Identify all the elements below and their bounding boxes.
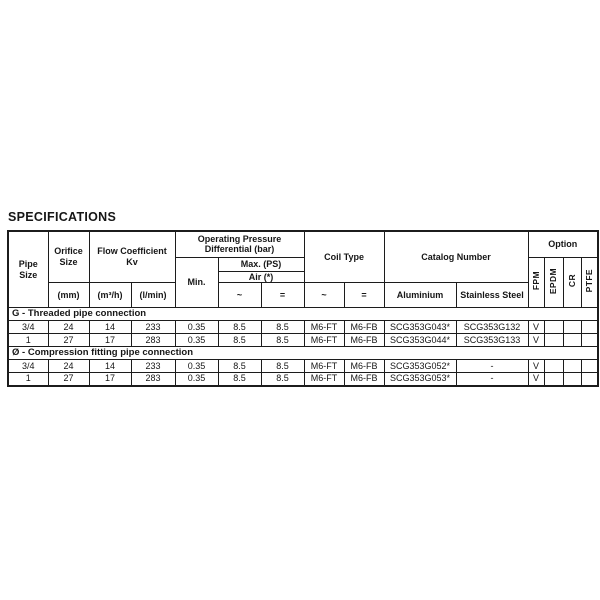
col-header-orifice-size: Orifice Size	[48, 231, 89, 283]
table-cell: 8.5	[261, 373, 304, 386]
table-row	[8, 321, 598, 334]
table-cell: -	[456, 360, 528, 373]
table-cell: SCG353G043*	[384, 321, 456, 334]
table-cell: 3/4	[8, 321, 48, 334]
section-label: G - Threaded pipe connection	[8, 308, 598, 321]
table-cell: V	[528, 334, 544, 347]
table-cell: 14	[89, 360, 131, 373]
table-cell: 1	[8, 373, 48, 386]
table-cell	[581, 373, 598, 386]
table-cell	[563, 360, 581, 373]
table-cell: V	[528, 321, 544, 334]
table-cell: 8.5	[218, 373, 261, 386]
table-cell: 233	[131, 321, 175, 334]
subcol-orifice-unit: (mm)	[48, 283, 89, 308]
table-cell	[563, 321, 581, 334]
table-cell: 233	[131, 360, 175, 373]
table-cell: SCG353G052*	[384, 360, 456, 373]
epdm-label: EPDM	[548, 267, 559, 295]
table-row	[8, 360, 598, 373]
table-cell: SCG353G132	[456, 321, 528, 334]
col-header-flow-coefficient: Flow Coefficient Kv	[89, 231, 175, 283]
table-cell: 8.5	[261, 360, 304, 373]
col-header-catalog-number: Catalog Number	[384, 231, 528, 283]
table-cell: 17	[89, 373, 131, 386]
subcol-cr	[563, 257, 581, 308]
table-cell: 8.5	[261, 321, 304, 334]
table-cell: SCG353G044*	[384, 334, 456, 347]
table-cell: M6-FT	[304, 334, 344, 347]
table-cell: 0.35	[175, 334, 218, 347]
table-cell: V	[528, 360, 544, 373]
ptfe-label: PTFE	[584, 269, 595, 293]
table-cell	[563, 334, 581, 347]
col-header-min: Min.	[175, 257, 218, 308]
subcol-air-dc: =	[261, 283, 304, 308]
subcol-flow-m3h: (m³/h)	[89, 283, 131, 308]
table-cell: 0.35	[175, 360, 218, 373]
table-cell: M6-FT	[304, 373, 344, 386]
section-header-row	[8, 347, 598, 360]
table-cell: 14	[89, 321, 131, 334]
table-cell: M6-FB	[344, 373, 384, 386]
table-cell	[581, 360, 598, 373]
table-row	[8, 373, 598, 386]
specifications-table	[7, 230, 599, 387]
table-cell: 24	[48, 321, 89, 334]
table-cell: M6-FT	[304, 321, 344, 334]
table-cell: V	[528, 373, 544, 386]
table-cell: 8.5	[218, 334, 261, 347]
subcol-aluminium: Aluminium	[384, 283, 456, 308]
table-cell	[581, 334, 598, 347]
table-cell	[563, 373, 581, 386]
table-cell: 3/4	[8, 360, 48, 373]
subcol-coil-ac: ~	[304, 283, 344, 308]
subcol-stainless-steel: Stainless Steel	[456, 283, 528, 308]
table-cell: 17	[89, 334, 131, 347]
table-cell	[544, 334, 563, 347]
table-cell	[544, 373, 563, 386]
section-label: Ø - Compression fitting pipe connection	[8, 347, 598, 360]
table-cell: SCG353G053*	[384, 373, 456, 386]
table-cell: 8.5	[261, 334, 304, 347]
table-cell: 8.5	[218, 321, 261, 334]
cr-label: CR	[566, 274, 577, 288]
col-header-operating-pressure: Operating Pressure Differential (bar)	[175, 231, 304, 257]
col-header-coil-type: Coil Type	[304, 231, 384, 283]
table-cell: M6-FB	[344, 321, 384, 334]
table-row	[8, 334, 598, 347]
col-header-air: Air (*)	[218, 271, 304, 283]
page-title: SPECIFICATIONS	[8, 210, 117, 224]
table-cell: 0.35	[175, 373, 218, 386]
table-cell: 283	[131, 334, 175, 347]
table-cell	[581, 321, 598, 334]
table-cell: -	[456, 373, 528, 386]
subcol-coil-dc: =	[344, 283, 384, 308]
table-cell: 0.35	[175, 321, 218, 334]
table-cell: M6-FB	[344, 334, 384, 347]
table-cell: 27	[48, 373, 89, 386]
table-cell: 1	[8, 334, 48, 347]
table-cell: M6-FB	[344, 360, 384, 373]
table-cell: 283	[131, 373, 175, 386]
table-cell: 27	[48, 334, 89, 347]
table-cell: SCG353G133	[456, 334, 528, 347]
col-header-pipe-size: Pipe Size	[8, 231, 48, 308]
section-header-row	[8, 308, 598, 321]
col-header-max-ps: Max. (PS)	[218, 257, 304, 271]
table-cell: 24	[48, 360, 89, 373]
col-header-option: Option	[528, 231, 598, 257]
subcol-ptfe	[581, 257, 598, 308]
table-cell	[544, 360, 563, 373]
table-cell: 8.5	[218, 360, 261, 373]
table-cell	[544, 321, 563, 334]
subcol-flow-lmin: (l/min)	[131, 283, 175, 308]
table-cell: M6-FT	[304, 360, 344, 373]
subcol-air-ac: ~	[218, 283, 261, 308]
subcol-fpm	[528, 257, 544, 308]
subcol-epdm	[544, 257, 563, 308]
fpm-label: FPM	[530, 271, 541, 291]
